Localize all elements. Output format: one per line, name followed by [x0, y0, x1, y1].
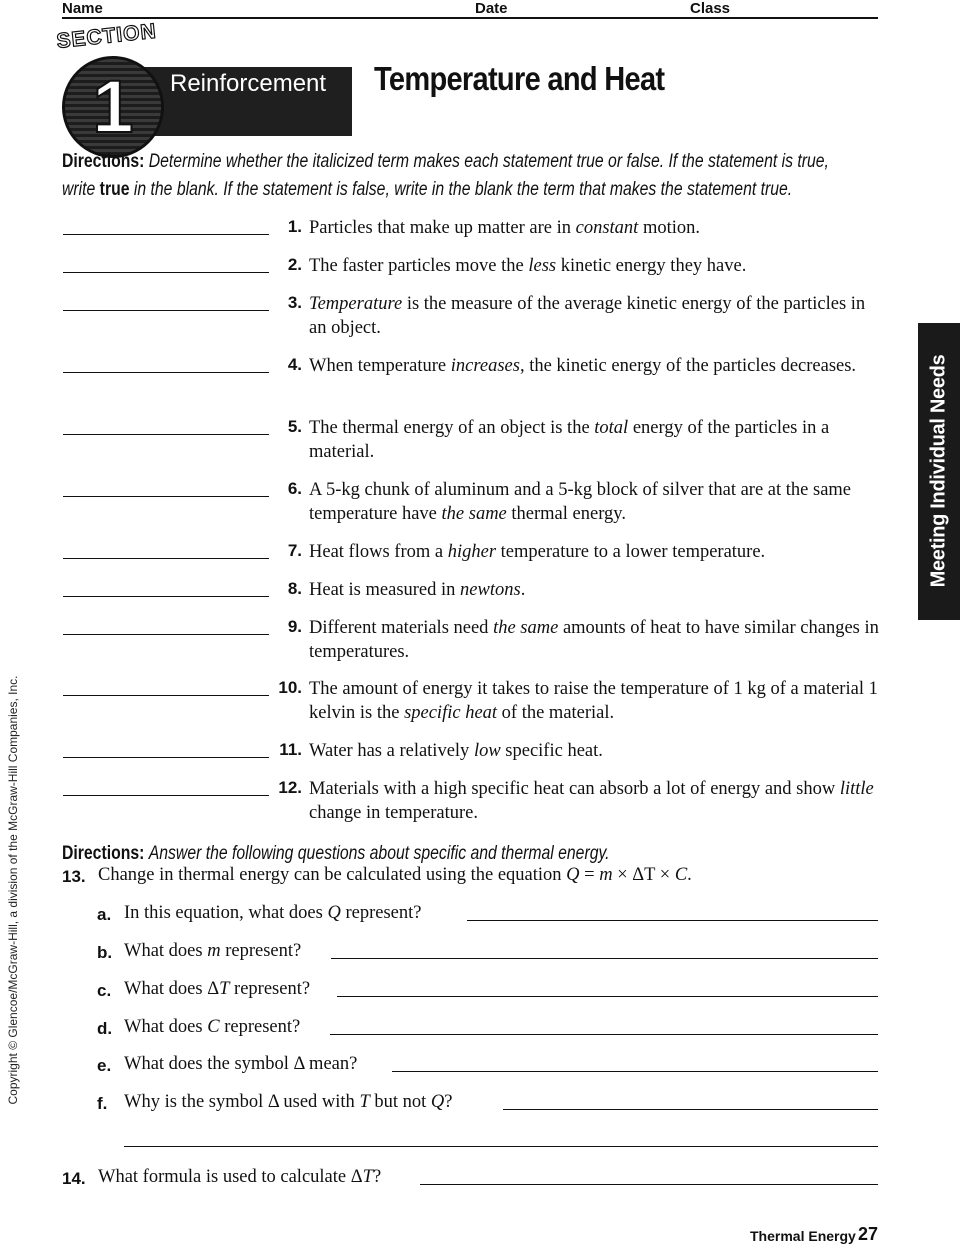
statement-text	[309, 540, 884, 564]
answer-blank[interactable]	[63, 695, 269, 696]
statement-pre: When temperature	[309, 356, 451, 376]
header-rule	[62, 17, 878, 19]
statement-number: 5.	[287, 417, 302, 436]
statement-post: , the kinetic energy of the particles decreases.	[519, 356, 857, 376]
answer-line-14[interactable]	[420, 1184, 878, 1185]
answer-line[interactable]	[467, 920, 878, 921]
answer-blank[interactable]	[63, 310, 269, 311]
section-badge	[62, 56, 164, 158]
statement-post: kinetic energy they have.	[556, 256, 747, 276]
subquestion-var: T	[359, 1092, 370, 1112]
statement-text	[309, 416, 884, 464]
statement-number: 7.	[287, 541, 302, 560]
subquestion-var2: Q	[430, 1092, 445, 1112]
answer-line[interactable]	[392, 1071, 878, 1072]
subquestion-post: represent?	[219, 1017, 301, 1037]
answer-blank[interactable]	[63, 757, 269, 758]
question-14-text	[98, 1167, 381, 1188]
q14-post: ?	[372, 1167, 382, 1187]
section-number: 1	[92, 65, 134, 148]
q13-eq-times: × ΔT ×	[612, 865, 675, 885]
subquestion-letter: e.	[97, 1056, 112, 1075]
directions-2-text: Answer the following questions about specific and thermal energy.	[148, 843, 610, 864]
statement-pre: Heat is measured in	[309, 580, 461, 600]
side-tab-label: Meeting Individual Needs	[927, 354, 950, 588]
subquestion-text	[124, 1092, 452, 1113]
statement-number: 4.	[287, 355, 302, 374]
subquestion-var: C	[207, 1017, 220, 1037]
italic-term: specific heat	[404, 703, 498, 723]
question-13-text	[98, 865, 692, 886]
statement-number: 11.	[279, 740, 302, 759]
statement-text	[309, 354, 884, 378]
statement-text	[309, 216, 884, 240]
q13-eq-equals: =	[579, 865, 600, 885]
footer-page-number: 27	[858, 1224, 879, 1244]
statement-pre: Water has a relatively	[309, 741, 474, 761]
directions-1-text-1: Determine whether the italicized term makes each statement true or false. If the statement is true,	[148, 151, 829, 172]
italic-term: the same	[441, 504, 507, 524]
answer-blank[interactable]	[63, 634, 269, 635]
directions-1-prefix: Directions:	[62, 151, 145, 172]
subquestion-letter: f.	[97, 1094, 108, 1113]
section-label: Reinforcement	[170, 70, 327, 97]
q14-var: T	[362, 1167, 373, 1187]
subquestion-pre: What does Δ	[124, 979, 220, 999]
question-14-number: 14.	[62, 1169, 86, 1188]
answer-line[interactable]	[331, 958, 878, 959]
statement-text	[309, 478, 884, 526]
statement-post: .	[520, 580, 526, 600]
statement-text	[309, 616, 884, 664]
subquestion-pre: Why is the symbol Δ used with	[124, 1092, 360, 1112]
directions-2	[62, 840, 610, 868]
directions-1-text-2a: write	[62, 179, 96, 200]
subquestion-text	[124, 979, 310, 1000]
subquestion-text	[124, 1054, 357, 1075]
answer-line[interactable]	[503, 1109, 878, 1110]
statement-post: temperature to a lower temperature.	[496, 542, 766, 562]
answer-blank[interactable]	[63, 795, 269, 796]
italic-term: Temperature	[309, 294, 403, 314]
q13-eq-c: C	[674, 865, 688, 885]
answer-blank[interactable]	[63, 372, 269, 373]
subquestion-var: T	[219, 979, 230, 999]
subquestion-letter: c.	[97, 981, 112, 1000]
directions-1-true-word: true	[99, 179, 130, 200]
statement-number: 10.	[278, 678, 302, 697]
statement-number: 8.	[287, 579, 302, 598]
subquestion-letter: a.	[97, 905, 112, 924]
statement-post: is the measure of the average kinetic energy of the particles in an object.	[309, 294, 866, 338]
name-label: Name	[62, 0, 103, 17]
statement-pre: Materials with a high specific heat can absorb a lot of energy and show	[309, 779, 840, 799]
answer-line-f2[interactable]	[124, 1146, 878, 1147]
directions-1-text-2b: in the blank. If the statement is false, write in the blank the term that makes the statement true.	[133, 179, 793, 200]
subquestion-text	[124, 903, 421, 924]
italic-term: constant	[575, 218, 639, 238]
italic-term: newtons	[460, 580, 521, 600]
answer-blank[interactable]	[63, 596, 269, 597]
subquestion-pre: What does	[124, 1017, 208, 1037]
statement-post: change in temperature.	[309, 803, 478, 823]
subquestion-post2: ?	[444, 1092, 453, 1112]
statement-post: motion.	[638, 218, 700, 238]
subquestion-post: but not	[369, 1092, 431, 1112]
question-13-number: 13.	[62, 867, 86, 886]
q14-pre: What formula is used to calculate Δ	[98, 1167, 363, 1187]
answer-blank[interactable]	[63, 558, 269, 559]
section-word: SECTION	[55, 19, 158, 54]
subquestion-post: represent?	[340, 903, 422, 923]
statement-number: 3.	[287, 293, 302, 312]
directions-1-line-1	[62, 148, 829, 176]
italic-term: little	[839, 779, 874, 799]
statement-pre: The amount of energy it takes to raise the temperature of 1 kg of a material 1 kelvin is the	[309, 679, 878, 723]
answer-blank[interactable]	[63, 234, 269, 235]
statement-number: 12.	[278, 778, 302, 797]
statement-text	[309, 578, 884, 602]
statement-number: 6.	[287, 479, 302, 498]
subquestion-pre: What does	[124, 941, 208, 961]
q13-eq-m: m	[599, 865, 613, 885]
statement-post: amounts of heat to have similar changes in temperatures.	[309, 618, 879, 662]
statement-text	[309, 677, 884, 725]
subquestion-var: m	[207, 941, 221, 961]
statement-post: thermal energy.	[506, 504, 626, 524]
subquestion-post: represent?	[229, 979, 311, 999]
italic-term: less	[528, 256, 557, 276]
italic-term: total	[594, 418, 629, 438]
class-label: Class	[690, 0, 731, 17]
italic-term: the same	[493, 618, 559, 638]
italic-term: increases	[450, 356, 520, 376]
statement-pre: Heat flows from a	[309, 542, 448, 562]
q13-eq-end: .	[687, 865, 692, 885]
statement-post: energy of the particles in a material.	[309, 418, 830, 462]
directions-2-prefix: Directions:	[62, 843, 145, 864]
subquestion-letter: d.	[97, 1019, 113, 1038]
statement-number: 1.	[287, 217, 302, 236]
subquestion-pre: In this equation, what does	[124, 903, 328, 923]
statement-pre: The faster particles move the	[309, 256, 529, 276]
statement-text	[309, 254, 884, 278]
italic-term: low	[473, 741, 501, 761]
q13-stem: Change in thermal energy can be calculated using the equation	[98, 865, 567, 885]
statement-pre: Different materials need	[309, 618, 494, 638]
answer-line[interactable]	[330, 1034, 878, 1035]
statement-text	[309, 777, 884, 825]
statement-number: 2.	[287, 255, 302, 274]
footer-chapter: Thermal Energy	[750, 1228, 856, 1244]
answer-blank[interactable]	[63, 272, 269, 273]
subquestion-letter: b.	[97, 943, 113, 962]
statement-pre: A 5-kg chunk of aluminum and a 5-kg block of silver that are at the same temperature have	[309, 480, 852, 524]
subquestion-pre: What does the symbol Δ mean?	[124, 1054, 358, 1074]
answer-line[interactable]	[337, 996, 878, 997]
section-banner-shadow	[148, 102, 352, 136]
subquestion-text	[124, 941, 301, 962]
statement-post: specific heat.	[500, 741, 603, 761]
answer-blank[interactable]	[63, 434, 269, 435]
q13-eq-q: Q	[566, 865, 580, 885]
answer-blank[interactable]	[63, 496, 269, 497]
italic-term: higher	[447, 542, 497, 562]
directions-1-line-2	[62, 176, 792, 204]
subquestion-var: Q	[327, 903, 341, 923]
subquestion-text	[124, 1017, 300, 1038]
statement-pre: Particles that make up matter are in	[309, 218, 576, 238]
statement-text	[309, 739, 884, 763]
date-label: Date	[475, 0, 508, 17]
page-title: Temperature and Heat	[374, 60, 665, 97]
statement-pre: The thermal energy of an object is the	[309, 418, 595, 438]
statement-text	[309, 292, 884, 340]
statement-number: 9.	[287, 617, 302, 636]
subquestion-post: represent?	[220, 941, 302, 961]
statement-post: of the material.	[497, 703, 615, 723]
copyright-notice: Copyright © Glencoe/McGraw-Hill, a division of the McGraw-Hill Companies, Inc.	[6, 675, 20, 1105]
